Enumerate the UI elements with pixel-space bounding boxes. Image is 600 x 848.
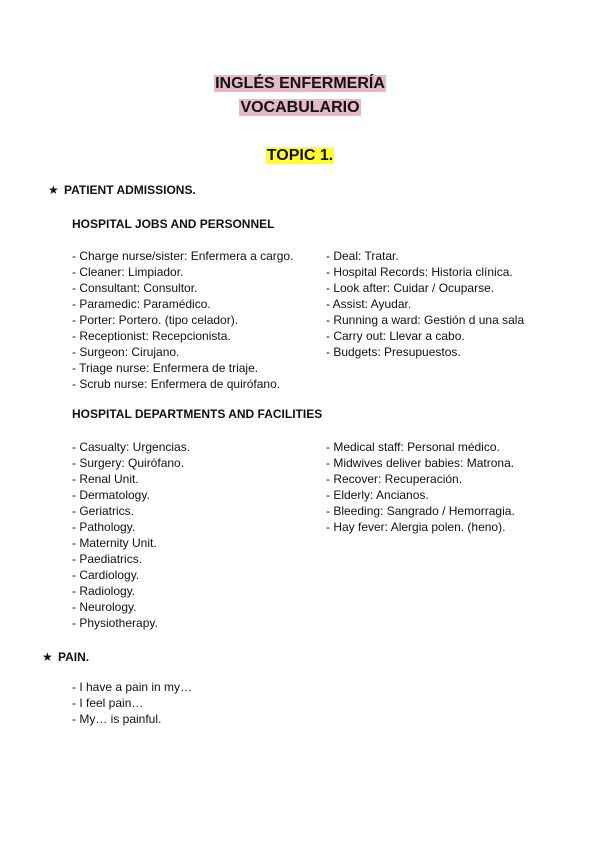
list-item: - Scrub nurse: Enfermera de quirófano. [72, 377, 281, 391]
list-item: - Radiology. [72, 584, 136, 598]
section-heading: PAIN. [58, 650, 90, 664]
list-item: - Paediatrics. [72, 552, 143, 566]
list-item: - Cleaner: Limpiador. [72, 265, 184, 279]
list-item: - Casualty: Urgencias. [72, 440, 191, 454]
list-item: - Charge nurse/sister: Enfermera a cargo. [72, 249, 294, 263]
list-item: - Hospital Records: Historia clínica. [326, 265, 513, 279]
departments-list-right [326, 439, 515, 535]
jobs-list-right [326, 248, 524, 360]
document-title-line2: VOCABULARIO [240, 99, 360, 116]
list-item: - Cardiology. [72, 568, 140, 582]
section-heading: PATIENT ADMISSIONS. [64, 183, 196, 197]
list-item: - Neurology. [72, 600, 137, 614]
departments-list-left [72, 439, 190, 631]
star-bullet-icon: ★ [48, 183, 59, 197]
subheading-departments: HOSPITAL DEPARTMENTS AND FACILITIES [72, 407, 323, 421]
list-item: - Bleeding: Sangrado / Hemorragia. [326, 504, 515, 518]
list-item: - I have a pain in my… [72, 680, 193, 694]
list-item: - Porter: Portero. (tipo celador). [72, 313, 239, 327]
list-item: - Elderly: Ancianos. [326, 488, 429, 502]
list-item: - Renal Unit. [72, 472, 139, 486]
star-bullet-icon: ★ [42, 650, 53, 664]
list-item: - Look after: Cuidar / Ocuparse. [326, 281, 495, 295]
list-item: - Triage nurse: Enfermera de triaje. [72, 361, 259, 375]
list-item: - Running a ward: Gestión d una sala [326, 313, 525, 327]
list-item: - Carry out: Llevar a cabo. [326, 329, 465, 343]
list-item: - Receptionist: Recepcionista. [72, 329, 231, 343]
list-item: - Surgeon: Cirujano. [72, 345, 180, 359]
list-item: - Recover: Recuperación. [326, 472, 463, 486]
section-patient-admissions [48, 182, 196, 198]
list-item: - Pathology. [72, 520, 136, 534]
document-title [0, 74, 600, 94]
list-item: - Deal: Tratar. [326, 249, 399, 263]
document-title-line1: INGLÉS ENFERMERÍA [215, 75, 385, 92]
list-item: - I feel pain… [72, 696, 144, 710]
section-pain [42, 649, 89, 665]
jobs-list-left [72, 248, 293, 392]
topic-label: TOPIC 1. [266, 147, 334, 164]
pain-phrases-list [72, 679, 192, 727]
list-item: - Assist: Ayudar. [326, 297, 412, 311]
topic-heading [0, 146, 600, 166]
list-item: - Hay fever: Alergia polen. (heno). [326, 520, 506, 534]
list-item: - Dermatology. [72, 488, 150, 502]
list-item: - Maternity Unit. [72, 536, 157, 550]
list-item: - Medical staff: Personal médico. [326, 440, 500, 454]
list-item: - Midwives deliver babies: Matrona. [326, 456, 515, 470]
list-item: - Consultant: Consultor. [72, 281, 198, 295]
list-item: - Geriatrics. [72, 504, 135, 518]
list-item: - Physiotherapy. [72, 616, 158, 630]
document-subtitle [0, 98, 600, 118]
subheading-jobs: HOSPITAL JOBS AND PERSONNEL [72, 217, 275, 231]
list-item: - Surgery: Quirófano. [72, 456, 185, 470]
list-item: - Paramedic: Paramédico. [72, 297, 211, 311]
list-item: - My… is painful. [72, 712, 162, 726]
list-item: - Budgets: Presupuestos. [326, 345, 461, 359]
